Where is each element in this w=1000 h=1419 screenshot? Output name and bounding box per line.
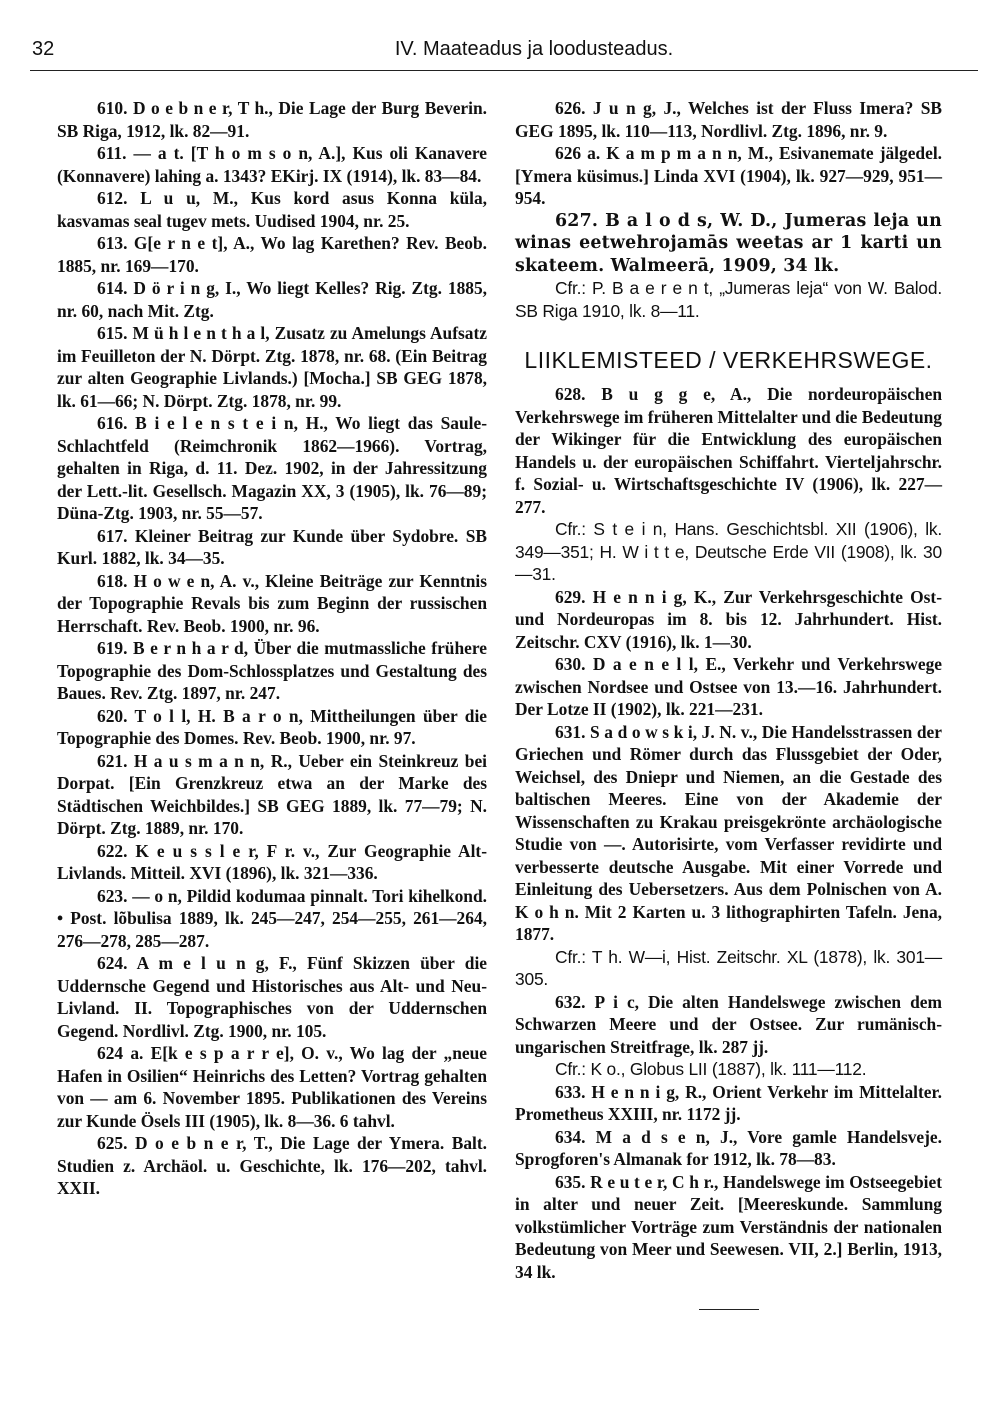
bibliography-entry: 623. — o n, Pildid kodumaa pinnalt. Tori kihelkond. • Post. lõbulisa 1889, lk. 245—247, 254—255, 261—264, 276—278, 285—287.	[57, 885, 487, 951]
cfr-reference: Cfr.: K o., Globus LII (1887), lk. 111—112.	[555, 1059, 867, 1079]
bibliography-entry: 620. T o l l, H. B a r o n, Mittheilungen über die Topographie des Domes. Rev. Beob. 1900, nr. 97.	[57, 705, 487, 748]
page-number: 32	[32, 38, 55, 60]
bibliography-entry: 613. G[e r n e t], A., Wo lag Karethen? Rev. Beob. 1885, nr. 169—170.	[57, 233, 487, 276]
bibliography-entry: 614. D ö r i n g, I., Wo liegt Kelles? Rig. Ztg. 1885, nr. 60, nach Mit. Ztg.	[57, 278, 487, 321]
bibliography-entry: 628. B u g g e, A., Die nordeuropäischen Verkehrswege im früheren Mittelalter und die Bedeutung der Wikinger für die Entwicklung des europäischen Handels u. der europäischen Schiffahrt. Vierteljahrschr. f. Sozial- u. Wirtschaftsgeschichte IV (1906), lk. 227—277.	[515, 384, 942, 517]
bibliography-entry: 617. Kleiner Beitrag zur Kunde über Sydobre. SB Kurl. 1882, lk. 34—35.	[57, 525, 487, 568]
bibliography-entry: 626 a. K a m p m a n n, M., Esivanemate jälgedel. [Ymera küsimus.] Linda XVI (1904), lk. 927—929, 951—954.	[515, 143, 942, 208]
bibliography-entry: 619. B e r n h a r d, Über die mutmassliche frühere Topographie des Dom-Schlossplatzes und Gestaltung des Baues. Rev. Ztg. 1897, nr. 247.	[57, 638, 487, 703]
bibliography-entry: 624. A m e l u n g, F., Fünf Skizzen über die Uddernsche Gegend und Historisches aus Alt- und Neu-Livland. II. Topographisches von der Uddernschen Gegend. Nordlivl. Ztg. 1900, nr. 105.	[57, 953, 487, 1041]
bibliography-entry: 624 a. E[k e s p a r r e], O. v., Wo lag der „neue Hafen in Osilien“ Heinrichs des Letten? Vortrag gehalten von — am 6. November 1895. Publikationen des Vereins zur Kunde Ösels III (1905), lk. 8—36. 6 tahvl.	[57, 1043, 487, 1131]
page-header	[30, 36, 978, 71]
bibliography-entry: 630. D a e n e l l, E., Verkehr und Verkehrswege zwischen Nordsee und Ostsee von 13.—16. Jahrhundert. Der Lotze II (1902), lk. 221—231.	[515, 654, 942, 719]
bibliography-entry: 633. H e n n i g, R., Orient Verkehr im Mittelalter. Prometheus XXIII, nr. 1172 jj.	[515, 1081, 942, 1124]
bibliography-entry: 621. H a u s m a n n, R., Ueber ein Steinkreuz bei Dorpat. [Ein Grenzkreuz etwa an der Marke des Städtischen Weichbildes.] SB GEG 1889, lk. 77—79; N. Dörpt. Ztg. 1889, nr. 170.	[57, 750, 487, 838]
end-rule	[699, 1309, 759, 1310]
bibliography-entry: 634. M a d s e n, J., Vore gamle Handelsveje. Sprogforen's Almanak for 1912, lk. 78—83.	[515, 1126, 942, 1169]
bibliography-entry: 615. M ü h l e n t h a l, Zusatz zu Amelungs Aufsatz im Feuilleton der N. Dörpt. Ztg. 1878, nr. 68. (Ein Beitrag zur alten Geographie Livlands.) [Mocha.] SB GEG 1878, lk. 61—66; N. Dörpt. Ztg. 1878, nr. 99.	[57, 323, 487, 411]
cfr-reference: Cfr.: P. B a e r e n t, „Jumeras leja“ von W. Balod. SB Riga 1910, lk. 8—11.	[515, 278, 942, 321]
section-heading: LIIKLEMISTEED / VERKEHRSWEGE.	[524, 347, 933, 373]
cfr-reference: Cfr.: T h. W—i, Hist. Zeitschr. XL (1878), lk. 301—305.	[515, 946, 942, 989]
bibliography-entry: 616. B i e l e n s t e i n, H., Wo liegt das Saule-Schlachtfeld (Reimchronik 1862—1966). Vortrag, gehalten in Riga, d. 11. Dez. 1902, in der Jahressitzung der Lett.-lit. Gesellsch. Magazin XX, 3 (1905), lk. 76—89; Düna-Ztg. 1903, nr. 55—57.	[57, 413, 487, 523]
bibliography-entry: 632. P i c, Die alten Handelswege zwischen dem Schwarzen Meere und der Ostsee. Zur rumänisch-ungarischen Streitfrage, lk. 287 jj.	[515, 991, 942, 1057]
bibliography-entry: 622. K e u s s l e r, F r. v., Zur Geographie Alt-Livlands. Mitteil. XVI (1896), lk. 321—336.	[57, 840, 487, 883]
bibliography-entry-fraktur: 627. B a l o d s, W. D., Jumeras leja un winas eetwehrojamās weetas ar 1 karti un skateem. Walmeerā, 1909, 34 lk.	[515, 210, 942, 276]
bibliography-entry: 625. D o e b n e r, T., Die Lage der Ymera. Balt. Studien z. Archäol. u. Geschichte, lk. 176—202, tahvl. XXII.	[57, 1133, 487, 1198]
bibliography-entry: 631. S a d o w s k i, J. N. v., Die Handelsstrassen der Griechen und Römer durch das Flussgebiet der Oder, Weichsel, des Dniepr und Niemen, an die Gestade des baltischen Meeres. Eine von der Akademie der Wissenschaften zu Krakau preisgekrönte archäologische Studie von —. Autorisirte, vom Verfasser revidirte und verbesserte deutsche Ausgabe. Mit einer Vorrede und Einleitung des Uebersetzers. Aus dem Polnischen von A. K o h n. Mit 2 Karten u. 3 lithographirten Tafeln. Jena, 1877.	[515, 721, 942, 944]
running-title: IV. Maateadus ja loodusteadus.	[394, 38, 674, 60]
bibliography-entry: 629. H e n n i g, K., Zur Verkehrsgeschichte Ost- und Nordeuropas im 8. bis 12. Jahrhundert. Hist. Zeitschr. CXV (1916), lk. 1—30.	[515, 586, 942, 652]
right-column	[515, 97, 942, 1310]
bibliography-entry: 610. D o e b n e r, T h., Die Lage der Burg Beverin. SB Riga, 1912, lk. 82—91.	[57, 98, 487, 141]
bibliography-entry: 618. H o w e n, A. v., Kleine Beiträge zur Kenntnis der Topographie Revals bis zum Beginn der russischen Herrschaft. Rev. Beob. 1900, nr. 96.	[57, 570, 487, 636]
left-column	[57, 97, 487, 1200]
bibliography-entry: 612. L u u, M., Kus kord asus Konna küla, kasvamas seal tugev mets. Uudised 1904, nr. 25.	[57, 188, 487, 231]
cfr-reference: Cfr.: S t e i n, Hans. Geschichtsbl. XII (1906), lk. 349—351; H. W i t t e, Deutsche Erde VII (1908), lk. 30—31.	[515, 519, 942, 584]
bibliography-entry: 626. J u n g, J., Welches ist der Fluss Imera? SB GEG 1895, lk. 110—113, Nordlivl. Ztg. 1896, nr. 9.	[515, 98, 942, 141]
bibliography-entry: 635. R e u t e r, C h r., Handelswege im Ostseegebiet in alter und neuer Zeit. [Meereskunde. Sammlung volkstümlicher Vorträge zum Verständnis der nationalen Bedeutung von Meer und Seewesen. VII, 2.] Berlin, 1913, 34 lk.	[515, 1171, 942, 1282]
bibliography-entry: 611. — a t. [T h o m s o n, A.], Kus oli Kanavere (Konnavere) lahing a. 1343? EKirj. IX (1914), lk. 83—84.	[57, 143, 487, 186]
